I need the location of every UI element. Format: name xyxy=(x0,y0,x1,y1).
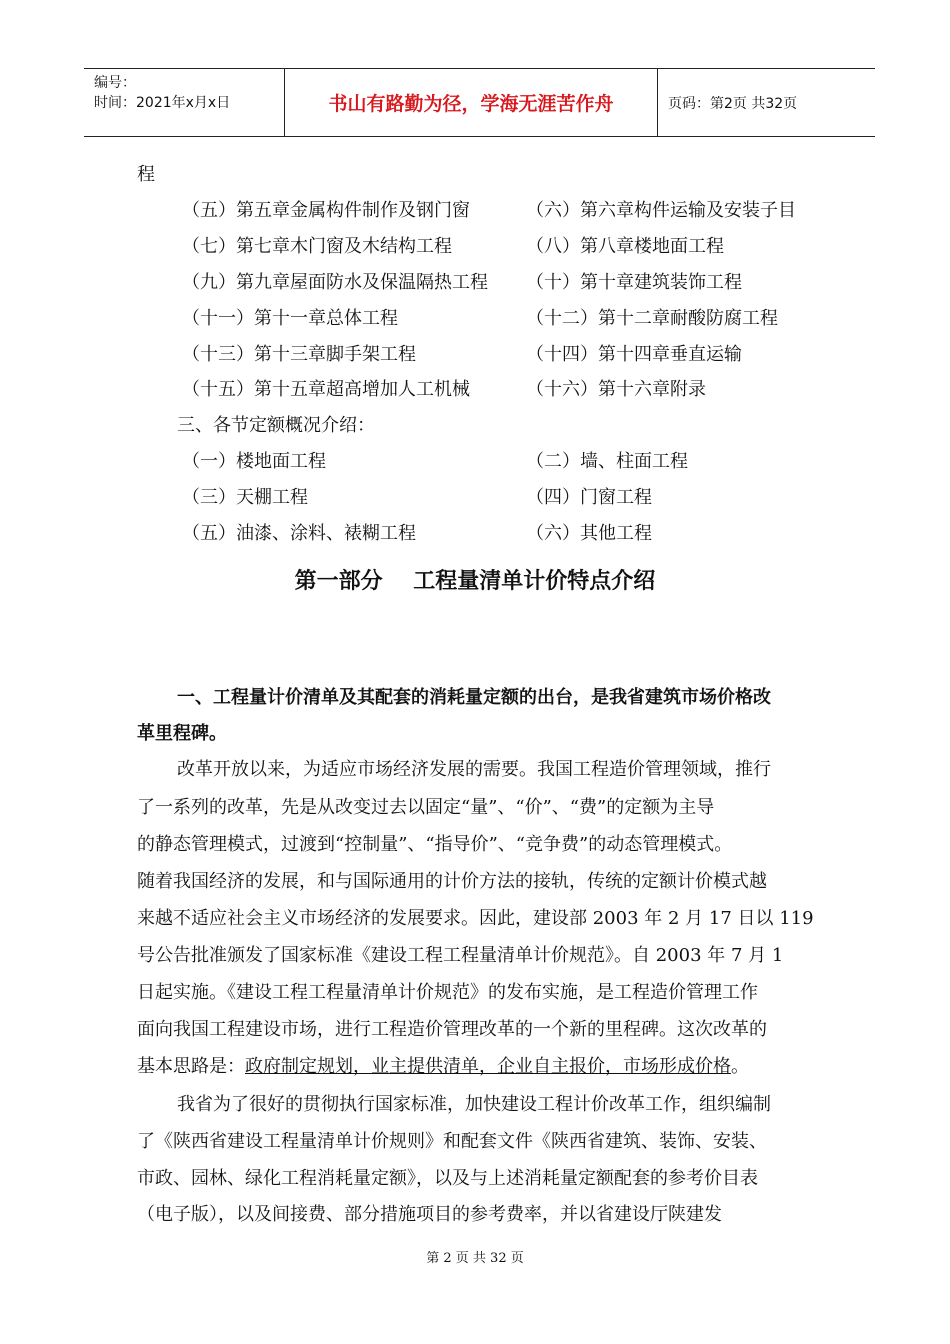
chapter-item: （八）第八章楼地面工程 xyxy=(526,236,724,257)
section-item: （三）天棚工程 xyxy=(182,487,308,508)
chapter-item: （十五）第十五章超高增加人工机械 xyxy=(182,379,470,400)
section-item: （一）楼地面工程 xyxy=(182,451,326,472)
paragraph-line: 市政、园林、绿化工程消耗量定额》，以及与上述消耗量定额配套的参考价目表 xyxy=(137,1168,758,1189)
date-label: 时间：2021年x月x日 xyxy=(94,95,231,111)
underlined-principle: 政府制定规划，业主提供清单，企业自主报价，市场形成价格 xyxy=(245,1056,731,1077)
paragraph-line: 改革开放以来，为适应市场经济发展的需要。我国工程造价管理领域，推行 xyxy=(177,759,771,780)
page-header xyxy=(84,68,875,137)
page-footer: 第 2 页 共 32 页 xyxy=(426,1251,524,1266)
chapter-item: （十）第十章建筑装饰工程 xyxy=(526,272,742,293)
paragraph-line: 了《陕西省建设工程量清单计价规则》和配套文件《陕西省建筑、装饰、安装、 xyxy=(137,1131,767,1152)
chapter-item: （九）第九章屋面防水及保温隔热工程 xyxy=(182,272,488,293)
chapter-item: （七）第七章木门窗及木结构工程 xyxy=(182,236,452,257)
chapter-item: （十三）第十三章脚手架工程 xyxy=(182,344,416,365)
section-item: （五）油漆、涂料、裱糊工程 xyxy=(182,523,416,544)
continued-fragment: 程 xyxy=(137,164,155,185)
section-item: （二）墙、柱面工程 xyxy=(526,451,688,472)
paragraph-line: 的静态管理模式，过渡到“控制量”、“指导价”、“竞争费”的动态管理模式。 xyxy=(137,834,733,855)
chapter-item: （六）第六章构件运输及安装子目 xyxy=(526,200,796,221)
chapter-item: （十四）第十四章垂直运输 xyxy=(526,344,742,365)
paragraph-text: 基本思路是： xyxy=(137,1056,245,1077)
paragraph-last-line xyxy=(137,1052,749,1078)
motto: 书山有路勤为径，学海无涯苦作舟 xyxy=(285,69,658,136)
chapter-item: （十一）第十一章总体工程 xyxy=(182,308,398,329)
page-label: 页码：第2页 共32页 xyxy=(668,95,798,112)
paragraph-line: 日起实施。《建设工程工程量清单计价规范》的发布实施，是工程造价管理工作 xyxy=(137,982,758,1003)
subheading-line: 一、工程量计价清单及其配套的消耗量定额的出台，是我省建筑市场价格改 xyxy=(177,687,771,708)
paragraph-line: 面向我国工程建设市场，进行工程造价管理改革的一个新的里程碑。这次改革的 xyxy=(137,1019,767,1040)
paragraph-line: 我省为了很好的贯彻执行国家标准，加快建设工程计价改革工作，组织编制 xyxy=(177,1094,771,1115)
paragraph-line: （电子版），以及间接费、部分措施项目的参考费率，并以省建设厅陕建发 xyxy=(137,1204,722,1225)
part-title: 第一部分 工程量清单计价特点介绍 xyxy=(294,569,656,594)
section-item: （六）其他工程 xyxy=(526,523,652,544)
chapter-item: （五）第五章金属构件制作及钢门窗 xyxy=(182,200,470,221)
number-label: 编号： xyxy=(94,75,136,91)
paragraph-line: 号公告批准颁发了国家标准《建设工程工程量清单计价规范》。自 2003 年 7 月 1 xyxy=(137,945,784,966)
chapter-item: （十六）第十六章附录 xyxy=(526,379,706,400)
paragraph-line: 了一系列的改革，先是从改变过去以固定“量”、“价”、“费”的定额为主导 xyxy=(137,797,715,818)
paragraph-line: 随着我国经济的发展，和与国际通用的计价方法的接轨，传统的定额计价模式越 xyxy=(137,871,767,892)
paragraph-text: 。 xyxy=(731,1056,749,1077)
chapter-item: （十二）第十二章耐酸防腐工程 xyxy=(526,308,778,329)
paragraph-line: 来越不适应社会主义市场经济的发展要求。因此，建设部 2003 年 2 月 17 日以 119 xyxy=(137,908,814,929)
header-left-cell xyxy=(84,69,285,136)
subheading-line: 革里程碑。 xyxy=(137,723,227,744)
section3-title: 三、各节定额概况介绍： xyxy=(177,415,375,436)
section-item: （四）门窗工程 xyxy=(526,487,652,508)
